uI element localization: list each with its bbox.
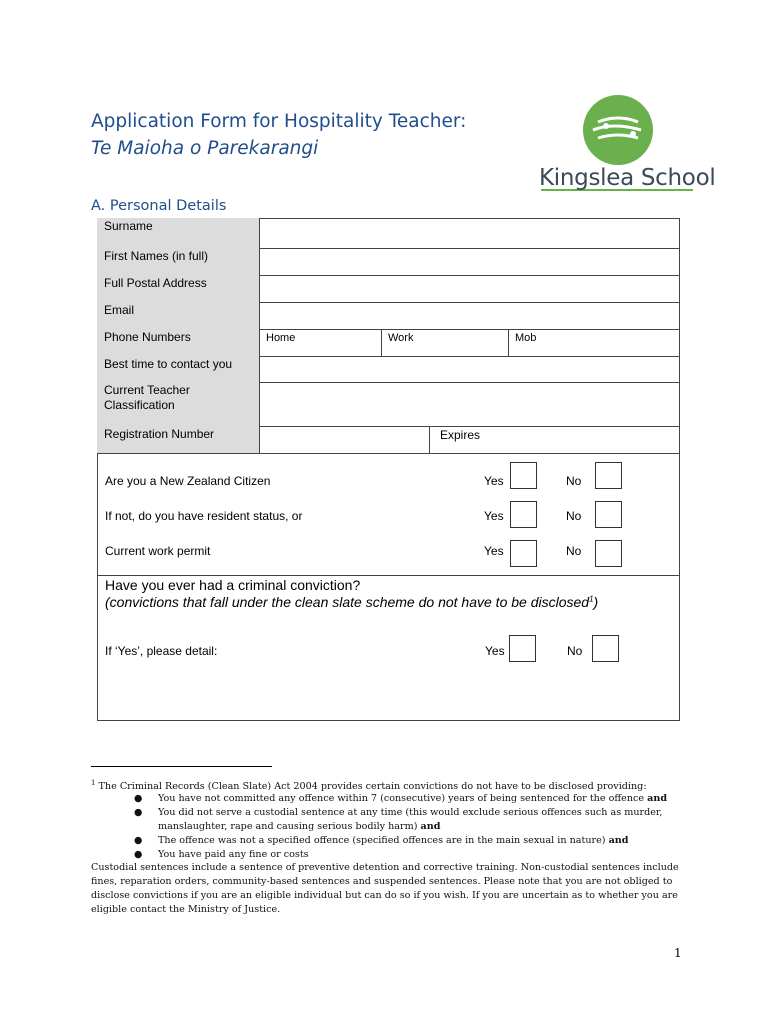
registration-field[interactable] [260, 426, 430, 453]
footnote-bullet-text: You have paid any fine or costs [158, 849, 309, 860]
expires-field[interactable]: Expires [440, 428, 481, 442]
work-permit-yes-label: Yes [484, 544, 504, 558]
surname-label: Surname [97, 218, 260, 248]
school-name: Kingslea School [539, 165, 716, 191]
postal-label: Full Postal Address [97, 275, 260, 302]
footnote-bullet: ● [134, 807, 143, 818]
row-best-time [97, 356, 679, 383]
footnote-bullet-text [158, 820, 440, 834]
phone-label: Phone Numbers [97, 329, 260, 356]
bullet-0-bold: and [647, 793, 668, 804]
registration-label: Registration Number [97, 426, 260, 453]
resident-no-label: No [566, 509, 582, 523]
footnote-para-line: eligible contact the Ministry of Justice. [91, 904, 281, 915]
footnote-bullet-text [158, 792, 667, 806]
nz-citizen-yes-checkbox[interactable] [510, 462, 537, 489]
classification-label: Current Teacher Classification [97, 382, 260, 426]
clean-slate-note-close: ) [593, 594, 599, 610]
resident-yes-label: Yes [484, 509, 504, 523]
bullet-3-bold: and [608, 835, 629, 846]
criminal-no-checkbox[interactable] [592, 635, 619, 662]
clean-slate-note [105, 594, 598, 610]
first-names-label: First Names (in full) [97, 248, 260, 275]
form-subtitle: Te Maioha o Parekarangi [91, 138, 319, 159]
clean-slate-note-text: (convictions that fall under the clean slate scheme do not have to be disclosed [105, 594, 590, 610]
footnote-para-line: disclose convictions if you are an eligible individual but can do so if you wish. If you are uncertain as to whether you are [91, 890, 678, 901]
footnote-bullet-text: You did not serve a custodial sentence at any time (this would exclude serious offences such as murder, [158, 807, 663, 818]
resident-no-checkbox[interactable] [595, 501, 622, 528]
criminal-question: Have you ever had a criminal conviction? [105, 577, 361, 593]
detail-label: If ‘Yes’, please detail: [105, 644, 218, 658]
work-permit-question: Current work permit [105, 544, 211, 558]
row-phone [97, 329, 679, 357]
footnote-bullet: ● [134, 849, 143, 860]
bullet-3-text: The offence was not a specified offence (specified offences are in the main sexual in nature) [158, 835, 606, 846]
nz-citizen-question: Are you a New Zealand Citizen [105, 474, 271, 488]
footnote-para-line: fines, reparation orders, community-based sentences and suspended sentences. Please note that you are not obliged to [91, 876, 673, 887]
footnote-para-line: Custodial sentences include a sentence of preventive detention and corrective training. Non-custodial sentences include [91, 862, 679, 873]
footnote-marker: 1 [91, 779, 96, 787]
row-classification [97, 382, 679, 427]
resident-yes-checkbox[interactable] [510, 501, 537, 528]
criminal-no-label: No [567, 644, 583, 658]
work-permit-yes-checkbox[interactable] [510, 540, 537, 567]
row-registration [97, 426, 679, 454]
footnote-bullet-text [158, 834, 629, 848]
row-first-names [97, 248, 679, 276]
row-surname [97, 218, 679, 249]
work-permit-no-checkbox[interactable] [595, 540, 622, 567]
footnote-rule [91, 766, 272, 767]
bullet-0-text: You have not committed any offence within 7 (consecutive) years of being sentenced for the offence [158, 793, 645, 804]
email-label: Email [97, 302, 260, 329]
footnote-bullet: ● [134, 793, 143, 804]
divider [97, 575, 679, 576]
row-postal [97, 275, 679, 303]
criminal-yes-label: Yes [485, 644, 505, 658]
footnote-intro-text: The Criminal Records (Clean Slate) Act 2004 provides certain convictions do not have to be disclosed providing: [98, 781, 647, 793]
page-number: 1 [674, 946, 682, 960]
phone-mob-field[interactable]: Mob [515, 332, 537, 344]
nz-citizen-yes-label: Yes [484, 474, 504, 488]
form-title: Application Form for Hospitality Teacher: [91, 111, 467, 132]
phone-home-field[interactable]: Home [260, 329, 382, 356]
criminal-yes-checkbox[interactable] [509, 635, 536, 662]
nz-citizen-no-checkbox[interactable] [595, 462, 622, 489]
bullet-2-text: manslaughter, rape and causing serious bodily harm) [158, 821, 418, 832]
bullet-2-bold: and [420, 821, 441, 832]
footnote-bullet: ● [134, 835, 143, 846]
section-heading: A. Personal Details [91, 198, 227, 214]
phone-work-field[interactable]: Work [382, 329, 509, 356]
best-time-label: Best time to contact you [97, 356, 260, 382]
resident-question: If not, do you have resident status, or [105, 509, 303, 523]
footnote-ref: 1 [589, 594, 594, 604]
nz-citizen-no-label: No [566, 474, 582, 488]
work-permit-no-label: No [566, 544, 582, 558]
row-email [97, 302, 679, 330]
